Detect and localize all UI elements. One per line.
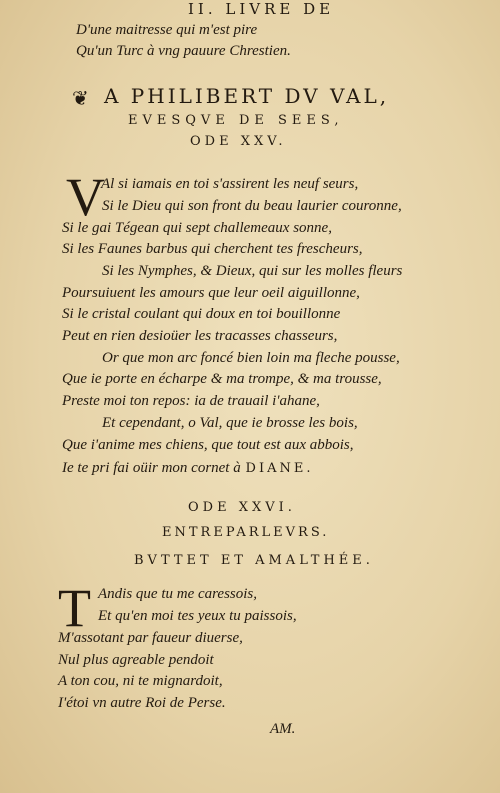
poem1-line: Preste moi ton repos: ia de trauail i'ahane, (62, 393, 320, 409)
poem1-line: Al si iamais en toi s'assirent les neuf seurs, (101, 176, 359, 192)
diane-word: DIANE. (245, 461, 314, 476)
poem1-last-line (62, 458, 313, 477)
poem1-line: Que i'anime mes chiens, que tout est aux abbois, (62, 437, 354, 453)
poem2-line: Et qu'en moi tes yeux tu paissois, (98, 608, 297, 624)
poem1-line: Si le cristal coulant qui doux en toi bouillonne (62, 306, 341, 322)
poem1-line: Si le gai Tégean qui sept challemeaux sonne, (62, 220, 332, 236)
poem1-line: Poursuiuent les amours que leur oeil aiguillonne, (62, 285, 360, 301)
poem1-line: Si les Nymphes, & Dieux, qui sur les molles fleurs (102, 263, 403, 279)
poem1-line: Et cependant, o Val, que ie brosse les bois, (102, 415, 358, 431)
prev-line-1: D'une maitresse qui m'est pire (76, 22, 258, 38)
poem2-line: Andis que tu me caressois, (98, 586, 258, 602)
poem1-line: Or que mon arc foncé bien loin ma fleche pousse, (102, 350, 400, 366)
poem2-line: I'étoi vn autre Roi de Perse. (58, 695, 226, 711)
catchword: AM. (270, 721, 296, 737)
poem1-line: Que ie porte en écharpe & ma trompe, & ma trousse, (62, 371, 382, 387)
poem2-line: Nul plus agreable pendoit (58, 652, 214, 668)
poem1-line: Si le Dieu qui son front du beau laurier couronne, (102, 198, 402, 214)
dedication-subtitle: EVESQVE DE SEES, (128, 113, 344, 128)
poem1-line: Si les Faunes barbus qui cherchent tes frescheurs, (62, 241, 363, 257)
poem1-last-line-text: Ie te pri fai oüir mon cornet à (62, 460, 241, 476)
drop-cap-t: T (58, 578, 91, 638)
interlocutors-heading: ENTREPARLEVRS. (162, 525, 330, 540)
fleuron-ornament: ❦ (72, 86, 89, 110)
dedication-title: A PHILIBERT DV VAL, (104, 84, 390, 108)
poem2-line: A ton cou, ni te mignardoit, (58, 673, 223, 689)
speakers-names: BVTTET ET AMALTHÉE. (134, 553, 374, 568)
poem1-line: Peut en rien desioüer les tracasses chasseurs, (62, 328, 338, 344)
poem2-line: M'assotant par faueur diuerse, (58, 630, 243, 646)
ode-number-26: ODE XXVI. (188, 500, 296, 515)
prev-line-2: Qu'un Turc à vng pauure Chrestien. (76, 43, 291, 59)
ode-number-25: ODE XXV. (190, 134, 287, 149)
running-head: II. LIVRE DE (188, 0, 335, 18)
drop-cap-v: V (66, 167, 105, 227)
